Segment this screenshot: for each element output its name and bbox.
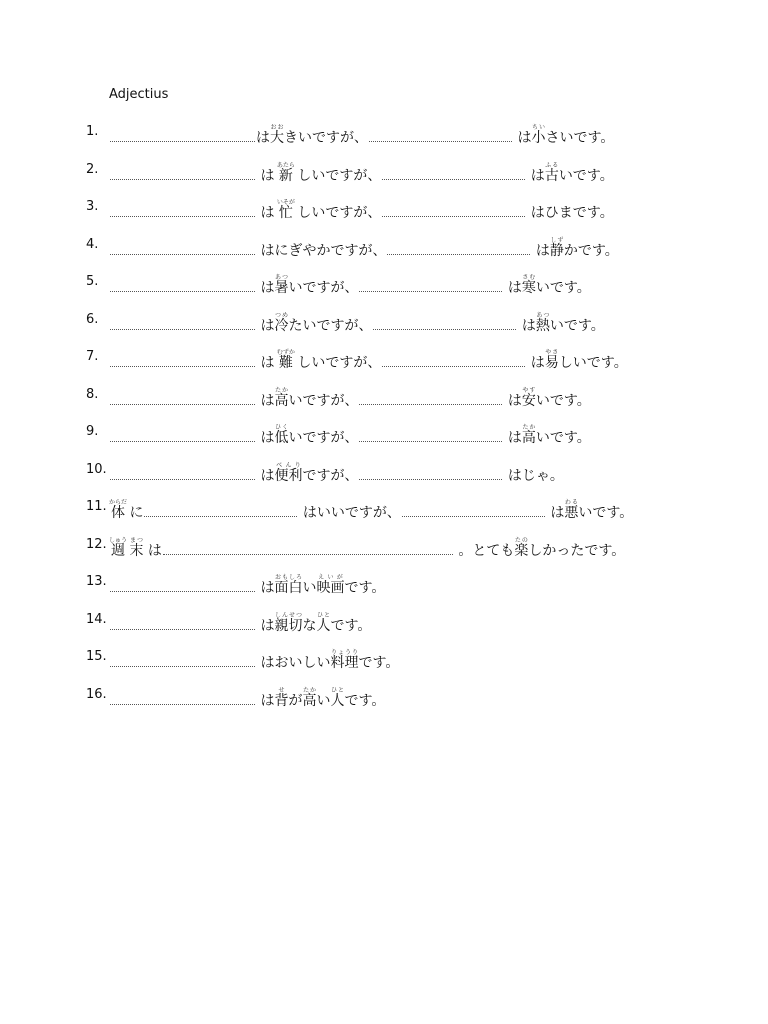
- furigana: せ: [274, 686, 289, 694]
- answer-blank[interactable]: [110, 317, 255, 330]
- kanji-with-furigana: [531, 124, 546, 146]
- exercise-number: 10.: [86, 461, 107, 477]
- sentence-text: はじゃ。: [503, 467, 564, 484]
- sentence-text: いです。: [535, 430, 591, 446]
- kanji-with-furigana: [514, 536, 529, 559]
- furigana: おお: [270, 124, 284, 131]
- exercise-row: [0, 531, 768, 559]
- exercise-sentence: [109, 574, 385, 597]
- answer-blank[interactable]: [110, 129, 255, 142]
- exercise-number: 2.: [86, 161, 99, 177]
- exercise-number: 16.: [86, 686, 107, 702]
- sentence-text: は: [256, 317, 275, 334]
- kanji-with-furigana: [274, 311, 289, 334]
- kanji-with-furigana: [316, 611, 331, 634]
- sentence-text: です。: [358, 655, 400, 671]
- kanji: 寒: [521, 280, 536, 296]
- sentence-text: です。: [344, 692, 386, 709]
- furigana: むずか: [276, 349, 295, 356]
- answer-blank[interactable]: [110, 654, 255, 667]
- kanji: 静: [549, 242, 564, 259]
- exercise-number: 3.: [86, 199, 99, 214]
- furigana: やさ: [544, 349, 559, 356]
- kanji-with-furigana: [330, 649, 359, 671]
- answer-blank[interactable]: [382, 354, 525, 367]
- exercise-row: [0, 493, 768, 521]
- sentence-text: い: [316, 692, 331, 709]
- kanji-with-furigana: [274, 274, 289, 296]
- furigana: からだ: [109, 499, 128, 506]
- exercise-row: [0, 643, 768, 671]
- kanji: 難: [276, 355, 295, 371]
- exercise-number: 15.: [86, 649, 107, 664]
- furigana: たか: [302, 686, 317, 694]
- sentence-text: い: [302, 580, 317, 596]
- kanji: 人: [316, 617, 331, 634]
- kanji-with-furigana: [274, 686, 289, 709]
- sentence-text: きいですが、: [284, 130, 368, 146]
- exercise-number: 5.: [86, 274, 99, 289]
- exercise-sentence: [109, 162, 614, 185]
- answer-blank[interactable]: [382, 167, 525, 180]
- exercise-number: 11.: [86, 499, 107, 514]
- exercise-sentence: [109, 349, 628, 372]
- furigana: あつ: [274, 274, 289, 281]
- kanji: 料理: [330, 655, 359, 671]
- furigana: ひく: [274, 424, 289, 431]
- exercise-number: 12.: [86, 536, 107, 552]
- exercise-row: [0, 306, 768, 334]
- sentence-text: は: [256, 467, 275, 484]
- sentence-text: いですが、: [288, 430, 359, 446]
- kanji: 小: [531, 130, 546, 146]
- sentence-text: 。とても: [453, 542, 515, 559]
- sentence-text: は: [256, 580, 275, 596]
- kanji-with-furigana: [544, 349, 559, 371]
- answer-blank[interactable]: [110, 692, 255, 705]
- answer-blank[interactable]: [369, 129, 512, 142]
- furigana: たか: [274, 386, 289, 394]
- answer-blank[interactable]: [359, 392, 502, 405]
- furigana: たの: [514, 536, 529, 544]
- sentence-text: は: [526, 355, 545, 371]
- kanji: 高: [302, 692, 317, 709]
- sentence-text: はいいですが、: [298, 505, 401, 521]
- sentence-text: は: [256, 280, 275, 296]
- furigana: さむ: [521, 274, 536, 281]
- kanji-with-furigana: [521, 386, 536, 409]
- kanji-with-furigana: [274, 574, 303, 596]
- sentence-text: さいです。: [545, 130, 615, 146]
- exercise-number: 7.: [86, 349, 99, 364]
- sentence-text: いですが、: [288, 392, 359, 409]
- kanji-with-furigana: [521, 274, 536, 296]
- sentence-text: しいですが、: [292, 167, 382, 184]
- sentence-text: いです。: [578, 505, 634, 521]
- exercise-row: [0, 268, 768, 296]
- sentence-text: いです。: [535, 280, 591, 296]
- exercise-row: [0, 606, 768, 634]
- exercise-number: 6.: [86, 311, 99, 327]
- sentence-text: です。: [330, 617, 372, 634]
- sentence-text: いです。: [549, 317, 605, 334]
- answer-blank[interactable]: [110, 204, 255, 217]
- exercise-sentence: [109, 124, 614, 147]
- exercise-row: [0, 156, 768, 184]
- exercise-row: [0, 381, 768, 409]
- exercise-sentence: [109, 424, 591, 447]
- sentence-text: ですが、: [302, 467, 359, 484]
- exercise-row: [0, 231, 768, 259]
- exercise-row: [0, 343, 768, 371]
- answer-blank[interactable]: [402, 504, 545, 517]
- exercise-number: 14.: [86, 611, 107, 627]
- kanji-with-furigana: [316, 574, 345, 596]
- furigana: いそが: [276, 199, 295, 206]
- exercise-sentence: [109, 537, 625, 560]
- answer-blank[interactable]: [110, 279, 255, 292]
- exercise-number: 13.: [86, 574, 107, 589]
- answer-blank[interactable]: [110, 392, 255, 405]
- furigana: えいが: [316, 574, 345, 581]
- exercise-sentence: [109, 312, 605, 335]
- exercise-row: [0, 568, 768, 596]
- furigana: やす: [521, 386, 536, 394]
- exercise-sentence: [109, 387, 591, 410]
- kanji-with-furigana: [276, 199, 295, 221]
- sentence-text: いです。: [535, 392, 591, 409]
- answer-blank[interactable]: [359, 279, 502, 292]
- exercise-number: 4.: [86, 236, 99, 252]
- answer-blank[interactable]: [110, 467, 255, 480]
- sentence-text: かです。: [563, 242, 619, 259]
- kanji: 熱: [535, 317, 550, 334]
- sentence-text: に: [125, 505, 144, 521]
- exercise-row: [0, 193, 768, 221]
- kanji: 冷: [274, 317, 289, 334]
- sentence-text: は: [256, 617, 275, 634]
- exercise-row: [0, 456, 768, 484]
- furigana: べんり: [274, 461, 303, 469]
- sentence-text: は: [513, 130, 532, 146]
- kanji-with-furigana: [564, 499, 579, 521]
- sentence-text: は: [143, 542, 162, 559]
- furigana: わる: [564, 499, 579, 506]
- sentence-text: は: [545, 505, 565, 521]
- sentence-text: は: [517, 317, 536, 334]
- sentence-text: は: [256, 130, 270, 146]
- exercise-sentence: [109, 612, 371, 635]
- exercise-sentence: [109, 462, 564, 485]
- worksheet-title: Adjectius: [109, 87, 169, 102]
- sentence-text: はひまです。: [526, 205, 614, 221]
- sentence-text: はにぎやかですが、: [256, 242, 387, 259]
- exercise-sentence: [109, 237, 619, 260]
- furigana: あたら: [276, 161, 295, 169]
- kanji-with-furigana: [276, 161, 295, 184]
- sentence-text: が: [288, 692, 303, 709]
- kanji-with-furigana: [274, 611, 303, 634]
- kanji: 安: [521, 392, 536, 409]
- sentence-text: な: [302, 617, 317, 634]
- answer-blank[interactable]: [144, 504, 297, 517]
- kanji: 体: [109, 505, 127, 521]
- kanji: 忙: [276, 205, 295, 221]
- exercise-sentence: [109, 199, 614, 222]
- kanji: 易: [544, 355, 559, 371]
- sentence-text: です。: [344, 580, 386, 596]
- exercise-sentence: [109, 649, 399, 672]
- kanji-with-furigana: [274, 386, 289, 409]
- sentence-text: は: [256, 692, 275, 709]
- sentence-text: しいですが、: [292, 355, 382, 371]
- kanji: 面白: [274, 580, 303, 596]
- sentence-text: は: [256, 167, 279, 184]
- answer-blank[interactable]: [110, 617, 255, 630]
- sentence-text: は: [256, 430, 275, 446]
- kanji-with-furigana: [274, 461, 303, 484]
- kanji-with-furigana: [535, 311, 550, 334]
- exercise-number: 1.: [86, 124, 99, 139]
- exercise-sentence: [109, 499, 633, 522]
- sentence-text: たいですが、: [288, 317, 373, 334]
- kanji: 高: [274, 392, 289, 409]
- answer-blank[interactable]: [382, 204, 525, 217]
- kanji-with-furigana: [549, 236, 564, 259]
- sentence-text: は: [503, 392, 522, 409]
- furigana: あつ: [535, 311, 550, 319]
- sentence-text: しいですが、: [292, 205, 382, 221]
- sentence-text: は: [531, 242, 550, 259]
- furigana: ふる: [544, 161, 559, 169]
- exercise-number: 8.: [86, 386, 99, 402]
- sentence-text: はおいしい: [256, 655, 331, 671]
- answer-blank[interactable]: [359, 467, 502, 480]
- kanji: 暑: [274, 280, 289, 296]
- furigana: ちい: [531, 124, 546, 131]
- kanji-with-furigana: [129, 536, 144, 559]
- kanji: 古: [544, 167, 559, 184]
- kanji: 高: [521, 430, 536, 446]
- kanji-with-furigana: [330, 686, 345, 709]
- answer-blank[interactable]: [110, 579, 255, 592]
- sentence-text: しいです。: [558, 355, 628, 371]
- exercise-sentence: [109, 687, 385, 710]
- kanji-with-furigana: [276, 349, 295, 371]
- sentence-text: しかったです。: [528, 542, 626, 559]
- kanji: 新: [276, 167, 295, 184]
- furigana: たか: [521, 424, 536, 431]
- kanji: 低: [274, 430, 289, 446]
- kanji-with-furigana: [521, 424, 536, 446]
- answer-blank[interactable]: [387, 242, 530, 255]
- kanji-with-furigana: [109, 499, 128, 521]
- answer-blank[interactable]: [110, 242, 255, 255]
- exercise-number: 9.: [86, 424, 99, 439]
- answer-blank[interactable]: [359, 429, 502, 442]
- kanji: 人: [330, 692, 345, 709]
- answer-blank[interactable]: [110, 429, 255, 442]
- furigana: おもしろ: [274, 574, 303, 581]
- kanji: 便利: [274, 467, 303, 484]
- kanji: 映画: [316, 580, 345, 596]
- furigana: つめ: [274, 311, 289, 319]
- kanji: 親切: [274, 617, 303, 634]
- kanji: 楽: [514, 542, 529, 559]
- kanji-with-furigana: [109, 536, 128, 559]
- kanji: 末: [129, 542, 144, 559]
- sentence-text: は: [256, 355, 279, 371]
- kanji-with-furigana: [270, 124, 284, 146]
- answer-blank[interactable]: [110, 354, 255, 367]
- furigana: ひと: [316, 611, 331, 619]
- answer-blank[interactable]: [373, 317, 516, 330]
- sentence-text: は: [526, 167, 545, 184]
- kanji-with-furigana: [544, 161, 559, 184]
- furigana: しず: [549, 236, 564, 244]
- sentence-text: いですが、: [288, 280, 359, 296]
- furigana: ひと: [330, 686, 345, 694]
- kanji: 背: [274, 692, 289, 709]
- sentence-text: は: [256, 392, 275, 409]
- answer-blank[interactable]: [163, 542, 453, 555]
- exercise-row: [0, 118, 768, 146]
- sentence-text: は: [503, 430, 522, 446]
- exercise-row: [0, 681, 768, 709]
- sentence-text: は: [503, 280, 522, 296]
- kanji: 週: [109, 542, 127, 559]
- furigana: まつ: [129, 536, 144, 544]
- kanji: 悪: [564, 505, 579, 521]
- sentence-text: いです。: [558, 167, 614, 184]
- kanji-with-furigana: [302, 686, 317, 709]
- furigana: りょうり: [330, 649, 359, 656]
- kanji-with-furigana: [274, 424, 289, 446]
- exercise-row: [0, 418, 768, 446]
- exercise-sentence: [109, 274, 591, 297]
- kanji: 大: [270, 130, 284, 146]
- answer-blank[interactable]: [110, 167, 255, 180]
- furigana: しんせつ: [274, 611, 303, 619]
- sentence-text: は: [256, 205, 279, 221]
- furigana: しゅう: [109, 536, 128, 544]
